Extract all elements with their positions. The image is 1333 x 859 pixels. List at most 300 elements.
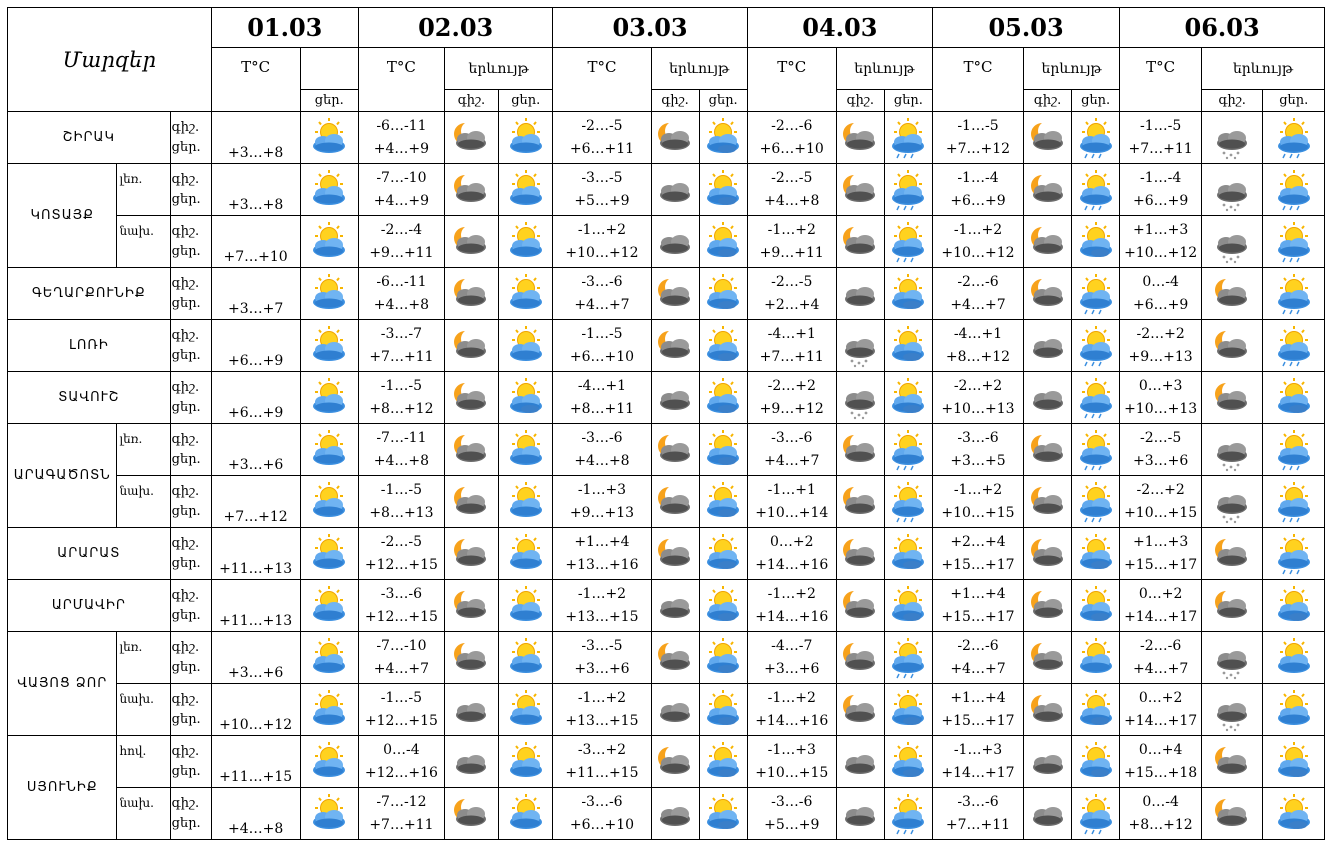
day-weather-icon	[499, 424, 553, 476]
day-temp: +4…+7	[950, 296, 1006, 313]
temperature	[932, 424, 1023, 476]
night-temp: -1…+2	[577, 689, 627, 706]
day-weather-icon	[499, 528, 553, 580]
day-temp: +4…+8	[574, 452, 630, 469]
weather-icon	[300, 112, 358, 164]
temperature: +3…+7	[211, 268, 300, 320]
temperature	[553, 528, 651, 580]
day-weather-icon	[884, 528, 932, 580]
temperature	[1120, 788, 1202, 840]
night-temp: -1…+2	[577, 221, 627, 238]
temperature	[358, 372, 444, 424]
night-weather-icon	[836, 216, 884, 268]
night-weather-icon	[651, 788, 699, 840]
night-weather-icon	[444, 788, 498, 840]
night-weather-icon	[651, 372, 699, 424]
temperature	[358, 580, 444, 632]
night-temp: -2…-4	[380, 221, 423, 238]
night-temp: -2…-6	[957, 273, 999, 290]
night-weather-icon	[1202, 528, 1263, 580]
day-temp: +4…+8	[373, 452, 430, 469]
temp-header: T°C	[932, 48, 1023, 112]
day-weather-icon	[1072, 320, 1120, 372]
day-temp: +6…+9	[950, 192, 1006, 209]
night-weather-icon	[836, 424, 884, 476]
night-temp: -1…-5	[380, 481, 423, 498]
night-weather-icon	[1202, 632, 1263, 684]
night-temp: -4…+1	[577, 377, 627, 394]
day-weather-icon	[1072, 164, 1120, 216]
day-weather-icon	[1072, 216, 1120, 268]
temperature	[747, 372, 836, 424]
date-header: 01.03	[211, 8, 358, 48]
temperature	[358, 216, 444, 268]
subregion-label: լեռ.	[117, 632, 170, 684]
temperature	[932, 684, 1023, 736]
day-temp: +10…+12	[1124, 244, 1198, 261]
night-weather-icon	[651, 320, 699, 372]
day-temp: +2…+4	[764, 296, 820, 313]
night-weather-icon	[1024, 580, 1072, 632]
day-temp: +8…+12	[1128, 816, 1193, 833]
day-label: ցեր.	[171, 243, 201, 259]
night-temp: -3…-5	[581, 169, 623, 186]
temperature	[358, 320, 444, 372]
day-temp: +10…+12	[941, 244, 1015, 261]
night-day-label	[170, 684, 211, 736]
day-weather-icon	[1263, 788, 1325, 840]
temperature	[932, 476, 1023, 528]
day-temp: +6…+10	[569, 816, 635, 833]
night-weather-icon	[651, 268, 699, 320]
day-weather-icon	[699, 788, 747, 840]
day-temp: +15…+18	[1124, 764, 1198, 781]
day-weather-icon	[884, 372, 932, 424]
temperature: +3…+8	[211, 164, 300, 216]
day-temp: +6…+10	[759, 140, 824, 157]
day-weather-icon	[699, 268, 747, 320]
temperature	[358, 164, 444, 216]
day-weather-icon	[884, 216, 932, 268]
day-temp: +6…+9	[1132, 192, 1189, 209]
day-temp: +14…+17	[941, 764, 1015, 781]
night-header: գիշ.	[444, 90, 498, 112]
night-weather-icon	[836, 736, 884, 788]
temperature	[932, 580, 1023, 632]
night-temp: +1…+4	[950, 585, 1006, 602]
day-temp: +14…+16	[755, 712, 829, 729]
night-temp: 0…+2	[769, 533, 814, 550]
weather-icon	[300, 788, 358, 840]
weather-icon	[300, 476, 358, 528]
night-temp: +1…+3	[1132, 533, 1189, 550]
temperature	[932, 528, 1023, 580]
night-weather-icon	[1024, 216, 1072, 268]
night-temp: +1…+4	[950, 689, 1006, 706]
night-weather-icon	[651, 736, 699, 788]
night-header: գիշ.	[1024, 90, 1072, 112]
night-weather-icon	[1024, 372, 1072, 424]
temp-header: T°C	[553, 48, 651, 112]
temperature	[358, 112, 444, 164]
temperature	[932, 736, 1023, 788]
day-label: ցեր.	[171, 659, 201, 675]
night-day-label	[170, 164, 211, 216]
night-weather-icon	[836, 268, 884, 320]
day-weather-icon	[499, 372, 553, 424]
night-temp: -2…-6	[1139, 637, 1182, 654]
day-temp: +8…+11	[569, 400, 635, 417]
day-header: ցեր.	[1072, 90, 1120, 112]
night-weather-icon	[651, 216, 699, 268]
night-weather-icon	[1202, 268, 1263, 320]
table-row	[8, 528, 1325, 580]
temperature	[553, 632, 651, 684]
day-label: ցեր.	[171, 191, 201, 207]
day-weather-icon	[499, 164, 553, 216]
temperature	[747, 684, 836, 736]
day-weather-icon	[1263, 112, 1325, 164]
temperature	[747, 320, 836, 372]
night-weather-icon	[1024, 320, 1072, 372]
day-weather-icon	[1072, 580, 1120, 632]
temperature: +11…+13	[211, 580, 300, 632]
night-weather-icon	[836, 476, 884, 528]
table-row	[8, 372, 1325, 424]
day-label: ցեր.	[171, 451, 201, 467]
day-temp: +8…+13	[369, 504, 434, 521]
night-day-label	[170, 736, 211, 788]
night-temp: -3…-6	[380, 585, 423, 602]
temperature	[932, 320, 1023, 372]
day-temp: +14…+16	[755, 608, 829, 625]
temperature	[932, 216, 1023, 268]
night-temp: -3…-6	[771, 793, 813, 810]
temp-header: T°C	[211, 48, 300, 112]
night-label: գիշ.	[171, 119, 200, 135]
night-temp: -1…+3	[953, 741, 1003, 758]
night-weather-icon	[444, 476, 498, 528]
date-header: 05.03	[932, 8, 1119, 48]
day-temp: +4…+7	[373, 660, 430, 677]
day-label: ցեր.	[171, 295, 201, 311]
region-name: ԱՐՄԱՎԻՐ	[8, 580, 171, 632]
night-weather-icon	[444, 632, 498, 684]
night-weather-icon	[444, 112, 498, 164]
day-weather-icon	[699, 736, 747, 788]
night-temp: -1…+3	[577, 481, 627, 498]
temperature	[747, 476, 836, 528]
day-weather-icon	[499, 632, 553, 684]
temperature	[1120, 476, 1202, 528]
day-temp: +8…+12	[945, 348, 1011, 365]
table-row	[8, 164, 1325, 216]
day-temp: +4…+9	[373, 140, 430, 157]
day-temp: +12…+15	[364, 712, 438, 729]
phenomenon-header: երևույթ	[651, 48, 747, 90]
day-weather-icon	[699, 580, 747, 632]
weather-icon	[300, 320, 358, 372]
night-day-label	[170, 112, 211, 164]
region-name: ԱՐԱՐԱՏ	[8, 528, 171, 580]
blank-header	[300, 48, 358, 90]
night-weather-icon	[836, 164, 884, 216]
day-temp: +6…+11	[569, 140, 635, 157]
table-row	[8, 788, 1325, 840]
table-row	[8, 112, 1325, 164]
temperature	[358, 476, 444, 528]
subregion-label: նախ.	[117, 476, 170, 528]
night-day-label	[170, 476, 211, 528]
date-header: 04.03	[747, 8, 932, 48]
night-weather-icon	[1024, 736, 1072, 788]
day-weather-icon	[699, 632, 747, 684]
night-temp: 0…-4	[1142, 273, 1179, 290]
night-temp: -3…-5	[581, 637, 623, 654]
night-weather-icon	[836, 684, 884, 736]
night-temp: 0…+2	[1138, 689, 1183, 706]
day-weather-icon	[1263, 632, 1325, 684]
table-row	[8, 476, 1325, 528]
day-weather-icon	[499, 268, 553, 320]
day-weather-icon	[499, 476, 553, 528]
day-label: ցեր.	[171, 763, 201, 779]
day-temp: +8…+12	[369, 400, 434, 417]
day-weather-icon	[499, 684, 553, 736]
day-weather-icon	[699, 112, 747, 164]
day-temp: +10…+15	[1124, 504, 1198, 521]
temperature: +7…+12	[211, 476, 300, 528]
night-temp: -4…-7	[771, 637, 813, 654]
temperature	[553, 580, 651, 632]
day-weather-icon	[1072, 684, 1120, 736]
night-temp: -1…-5	[581, 325, 623, 342]
day-weather-icon	[1263, 320, 1325, 372]
day-weather-icon	[1072, 476, 1120, 528]
night-temp: -1…-5	[1139, 117, 1182, 134]
day-weather-icon	[699, 164, 747, 216]
night-temp: -7…-10	[376, 169, 427, 186]
region-name: ԳԵՂԱՐՔՈՒՆԻՔ	[8, 268, 171, 320]
night-weather-icon	[836, 372, 884, 424]
day-temp: +10…+13	[941, 400, 1015, 417]
night-label: գիշ.	[171, 379, 200, 395]
day-temp: +4…+7	[1132, 660, 1189, 677]
day-weather-icon	[1072, 112, 1120, 164]
day-temp: +9…+13	[569, 504, 635, 521]
day-temp: +12…+15	[364, 608, 438, 625]
temperature	[1120, 632, 1202, 684]
temperature	[1120, 684, 1202, 736]
day-label: ցեր.	[171, 555, 201, 571]
day-weather-icon	[699, 684, 747, 736]
phenomenon-header: երևույթ	[1024, 48, 1120, 90]
day-temp: +4…+7	[950, 660, 1006, 677]
night-header: գիշ.	[836, 90, 884, 112]
night-label: գիշ.	[171, 691, 200, 707]
weather-icon	[300, 216, 358, 268]
temperature: +10…+12	[211, 684, 300, 736]
day-temp: +7…+11	[759, 348, 824, 365]
night-day-label	[170, 632, 211, 684]
temperature	[553, 320, 651, 372]
day-weather-icon	[1263, 372, 1325, 424]
date-header: 02.03	[358, 8, 552, 48]
night-weather-icon	[1202, 372, 1263, 424]
night-weather-icon	[1202, 684, 1263, 736]
subregion-label: լեռ.	[117, 424, 170, 476]
weather-icon	[300, 424, 358, 476]
day-weather-icon	[1072, 372, 1120, 424]
night-temp: -3…-6	[581, 273, 623, 290]
day-weather-icon	[699, 528, 747, 580]
night-temp: -2…-5	[771, 169, 813, 186]
night-weather-icon	[836, 632, 884, 684]
day-weather-icon	[1263, 684, 1325, 736]
night-weather-icon	[836, 320, 884, 372]
night-label: գիշ.	[171, 743, 200, 759]
night-label: գիշ.	[171, 795, 200, 811]
temperature: +11…+13	[211, 528, 300, 580]
night-temp: -2…-5	[380, 533, 423, 550]
subregion-label: նախ.	[117, 788, 170, 840]
subregion-label: հով.	[117, 736, 170, 788]
day-temp: +13…+15	[565, 712, 639, 729]
night-temp: +1…+4	[574, 533, 630, 550]
day-temp: +14…+17	[1124, 712, 1198, 729]
night-temp: -1…+2	[767, 221, 816, 238]
day-header: ցեր.	[1263, 90, 1325, 112]
day-temp: +6…+10	[569, 348, 635, 365]
temp-header: T°C	[1120, 48, 1202, 112]
day-weather-icon	[884, 424, 932, 476]
night-temp: -1…+3	[767, 741, 816, 758]
night-day-label	[170, 788, 211, 840]
temperature	[358, 736, 444, 788]
night-weather-icon	[444, 684, 498, 736]
day-weather-icon	[699, 216, 747, 268]
night-temp: -2…+2	[1136, 481, 1185, 498]
night-weather-icon	[444, 424, 498, 476]
subregion-label: նախ.	[117, 684, 170, 736]
day-header: ցեր.	[499, 90, 553, 112]
night-temp: 0…-4	[383, 741, 420, 758]
temperature: +11…+15	[211, 736, 300, 788]
region-name: ՍՅՈՒՆԻՔ	[8, 736, 117, 840]
night-temp: -1…-4	[1139, 169, 1182, 186]
temperature: +3…+6	[211, 424, 300, 476]
day-weather-icon	[499, 580, 553, 632]
weather-icon	[300, 580, 358, 632]
night-weather-icon	[1024, 528, 1072, 580]
temperature	[747, 164, 836, 216]
day-weather-icon	[884, 112, 932, 164]
region-name: ԱՐԱԳԱԾՈՏՆ	[8, 424, 117, 528]
night-weather-icon	[444, 528, 498, 580]
region-name: ԼՈՌԻ	[8, 320, 171, 372]
night-temp: -1…+2	[953, 481, 1003, 498]
night-weather-icon	[1202, 112, 1263, 164]
day-weather-icon	[884, 580, 932, 632]
day-temp: +7…+11	[369, 348, 434, 365]
temperature	[1120, 372, 1202, 424]
night-label: գիշ.	[171, 275, 200, 291]
day-temp: +3…+6	[1132, 452, 1189, 469]
night-temp: -2…+2	[953, 377, 1003, 394]
night-temp: -1…+2	[767, 689, 816, 706]
day-weather-icon	[884, 632, 932, 684]
night-temp: -2…-5	[771, 273, 813, 290]
day-temp: +9…+13	[1128, 348, 1193, 365]
day-weather-icon	[1263, 476, 1325, 528]
day-temp: +13…+16	[565, 556, 639, 573]
night-temp: -2…-5	[581, 117, 623, 134]
night-temp: -1…+2	[953, 221, 1003, 238]
night-temp: -1…+2	[577, 585, 627, 602]
region-name: ԿՈՏԱՅՔ	[8, 164, 117, 268]
temperature	[553, 372, 651, 424]
temperature	[1120, 268, 1202, 320]
temperature	[1120, 164, 1202, 216]
temperature	[747, 580, 836, 632]
night-day-label	[170, 580, 211, 632]
night-weather-icon	[651, 528, 699, 580]
day-weather-icon	[1072, 632, 1120, 684]
day-label: ցեր.	[171, 139, 201, 155]
temperature	[553, 684, 651, 736]
night-day-label	[170, 424, 211, 476]
table-row	[8, 216, 1325, 268]
temperature	[553, 216, 651, 268]
day-temp: +15…+17	[941, 608, 1015, 625]
table-row	[8, 684, 1325, 736]
day-weather-icon	[884, 268, 932, 320]
temp-header: T°C	[358, 48, 444, 112]
night-temp: +1…+3	[1132, 221, 1189, 238]
day-weather-icon	[1263, 736, 1325, 788]
night-weather-icon	[836, 112, 884, 164]
temperature	[553, 476, 651, 528]
night-weather-icon	[1202, 580, 1263, 632]
night-weather-icon	[651, 424, 699, 476]
night-label: գիշ.	[171, 223, 200, 239]
temperature	[747, 736, 836, 788]
night-weather-icon	[651, 164, 699, 216]
night-day-label	[170, 216, 211, 268]
day-label: ցեր.	[171, 815, 201, 831]
day-weather-icon	[1263, 268, 1325, 320]
temperature	[747, 788, 836, 840]
day-temp: +4…+9	[373, 192, 430, 209]
temperature	[1120, 112, 1202, 164]
temperature: +3…+6	[211, 632, 300, 684]
day-label: ցեր.	[171, 347, 201, 363]
temperature	[1120, 320, 1202, 372]
day-temp: +6…+9	[1132, 296, 1189, 313]
temperature: +4…+8	[211, 788, 300, 840]
night-temp: -1…-5	[380, 377, 423, 394]
region-name: ՎԱՅՈՑ ՁՈՐ	[8, 632, 117, 736]
day-temp: +12…+16	[364, 764, 438, 781]
temp-header: T°C	[747, 48, 836, 112]
temperature	[932, 788, 1023, 840]
temperature	[358, 424, 444, 476]
day-weather-icon	[499, 320, 553, 372]
temperature	[747, 216, 836, 268]
day-weather-icon	[699, 424, 747, 476]
day-weather-icon	[1072, 424, 1120, 476]
temperature	[747, 528, 836, 580]
